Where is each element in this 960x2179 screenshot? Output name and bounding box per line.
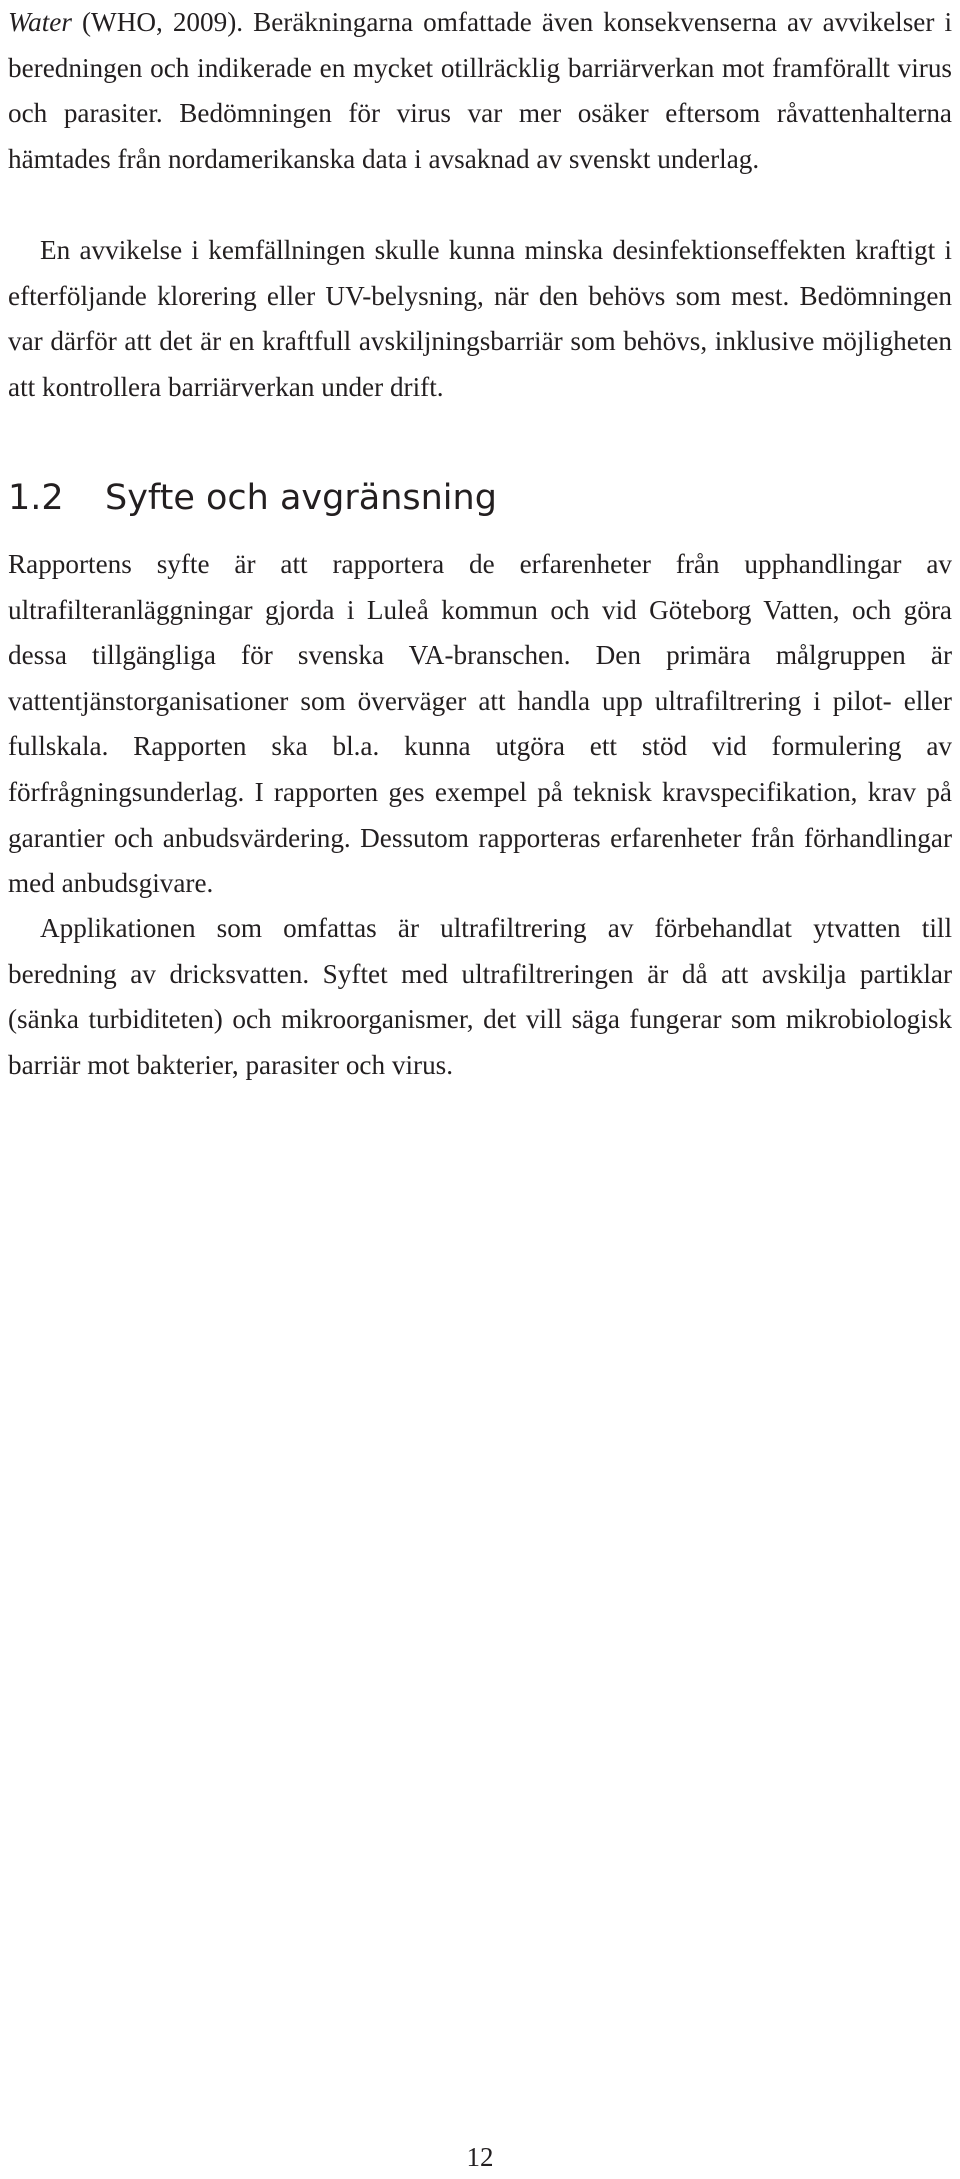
intro-paragraph-1-text: (WHO, 2009). Beräkningarna omfattade även konsekvenserna av avvikelser i beredningen och indikerade en mycket otillräcklig barriärverkan mot framförallt virus och parasiter. Bedömningen för virus var mer osäker eftersom råvattenhalterna hämtades från nordamerikanska data i avsaknad av svenskt underlag. (8, 7, 952, 174)
intro-paragraph-2: En avvikelse i kemfällningen skulle kunna minska desinfektionseffekten kraftigt i efterföljande klorering eller UV-belysning, när den behövs som mest. Bedömningen var därför att det är en kraftfull avskiljningsbarriär som behövs, inklusive möjligheten att kontrollera barriärverkan under drift. (8, 235, 952, 402)
section-number: 1.2 (8, 478, 64, 518)
section-title: Syfte och avgränsning (105, 478, 497, 518)
section-paragraph-2: Applikationen som omfattas är ultrafiltrering av förbehandlat ytvatten till beredning av dricksvatten. Syftet med ultrafiltreringen är då att avskilja partiklar (sänka turbiditeten) och mikroorganismer, det vill säga fungerar som mikrobiologisk barriär mot bakterier, parasiter och virus. (8, 913, 952, 1080)
intro-paragraph-1 (8, 0, 952, 182)
publication-title-italic: Water (8, 7, 72, 37)
section-paragraph-1: Rapportens syfte är att rapportera de erfarenheter från upphandlingar av ultrafilteranläggningar gjorda i Luleå kommun och vid Göteborg Vatten, och göra dessa tillgängliga för svenska VA-branschen. Den primära målgruppen är vattentjänstorganisationer som överväger att handla upp ultrafiltrering i pilot- eller fullskala. Rapporten ska bl.a. kunna utgöra ett stöd vid formulering av förfrågningsunderlag. I rapporten ges exempel på teknisk kravspecifikation, krav på garantier och anbudsvärdering. Dessutom rapporteras erfarenheter från förhandlingar med anbudsgivare. (8, 549, 952, 899)
section-heading (8, 474, 497, 522)
page-number: 12 (466, 2142, 494, 2172)
